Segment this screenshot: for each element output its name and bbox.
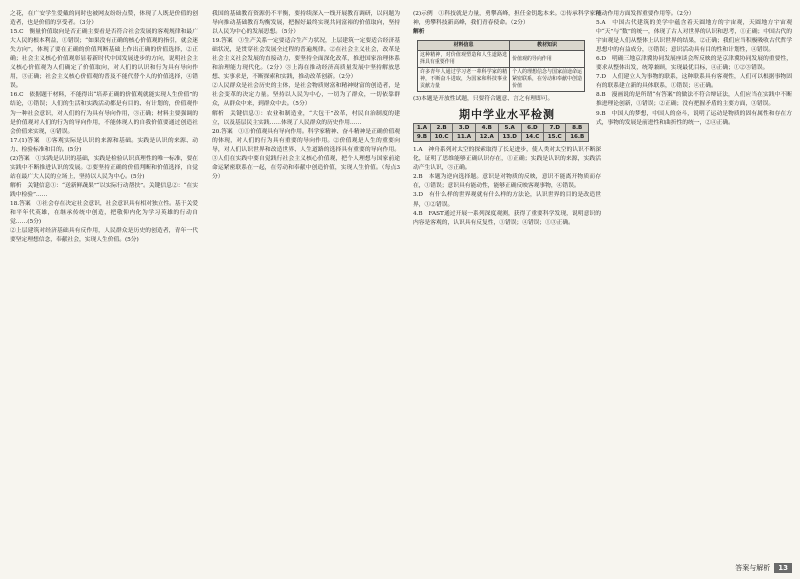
paragraph: 解析 关键信息①：农业和制造业，“大包干”改革，村民自治制度的建立，以及基层民主实践……体现了人民群众的历史作用…… [212, 110, 400, 126]
paragraph: 15.C 衡量价值取向是否正确主要看是否符合社会发展的客观规律和最广大人民的根本利益，①错误；“如果没有正确的核心价值观的指引，就会迷失方向”，体现了要在正确的价值判断基础上作出正确的价值选择，②正确；社会主义核心价值观彰显着新时代中国发展进步的方向，说明社会主义核心价值观为人们确定了价值取向，对人们的认识和行为具有导向作用，③正确；社会主义核心价值观的普及不能代替个人的价值选择，④错误。 [10, 29, 198, 90]
paragraph: 8.B 漫画说的是所谓“有答案”的做法不符合辩证法，人们应当在实践中不断推进理论创新，①错误；②正确；没有把握矛盾的主要方面，③错误。 [596, 92, 792, 108]
table-header: 教材知识 [510, 41, 585, 51]
answer-grid [413, 123, 589, 142]
paragraph: 1.A 神舟系列对太空的探索取得了长足进步，使人类对太空的认识不断深化，证明了思维能够正确认识存在，①正确；实践是认识的来源，实践活动产生认识，③正确。 [413, 147, 601, 172]
paragraph: (3)本题是开放性试题，只要符合题意、言之有理即可。 [413, 96, 554, 103]
paragraph: 4.B FAST通过开展一系列深度观测，获得了重要科学发现，说明意识的内容是客观的，认识具有反复性，①错误；④错误；①③正确。 [413, 210, 601, 226]
paragraph: 我国的基础教育资源仍不平衡，要持续深入一线开展教育调研，以问题为导向推动基础教育均衡发展，把握好最终实现共同富裕的价值取向，坚持以人民为中心的发展思想。（5分） [212, 11, 400, 36]
answer-cell: 3.D [453, 124, 476, 133]
page-footer [731, 562, 792, 574]
column-1 [10, 10, 198, 555]
paragraph: 3.D 有什么样的世界观就有什么样的方法论，认识世界的目的是改造世界，①②错误。 [413, 192, 601, 208]
paragraph: 18.答案 ①社会存在决定社会意识，社会意识具有相对独立性。基于关爱和平年代英雄，在继承传统中创造，把敬仰内化为学习英雄的行动自觉……(5分) [10, 200, 198, 226]
answer-cell: 1.A [414, 124, 431, 133]
answer-cell: 15.C [544, 133, 566, 142]
answer-row [414, 124, 589, 133]
paragraph: 之花，在广安学生爱戴的同时也被网友纷纷点赞，体现了人既是价值的创造者，也是价值的享受者。（3分） [10, 11, 198, 27]
column-3 [413, 10, 601, 555]
table-cell: 价值观的导向作用 [510, 51, 585, 68]
paragraph: 5.A 中国古代建筑的美学中蕴含着天圆地方的宇宙观，天圆地方宇宙观中“天”与“数”的统一，体现了古人对世界的认识和思考，①正确；中国古代的宇宙观是人们从整体上认识世界的结果，②正确；我们应当积极吸收古代哲学思想中的有益成分，③错误；意识活动具有目的性和计划性，④错误。 [596, 20, 792, 54]
answer-cell: 10.C [430, 133, 452, 142]
answer-cell: 8.B [566, 124, 589, 133]
answer-cell: 9.B [414, 133, 431, 142]
table-row [418, 51, 585, 68]
paragraph: 能动作用方面发挥重要作用等。（2分） [596, 11, 695, 17]
column-2 [212, 10, 400, 555]
paragraph: 解析 关键信息①：“送新鲜蔬果”“以实际行动帮扶”。关键信息②：“在实践中检验”…… [10, 182, 198, 198]
answer-row [414, 133, 589, 142]
answer-cell: 14.C [521, 133, 543, 142]
analysis-table [417, 40, 585, 92]
answer-cell: 11.A [453, 133, 476, 142]
paragraph: 20.答案 ①①价值观具有导向作用。科学家精神、奋斗精神是正确价值观的体现，对人们的行为具有重要的导向作用。②价值观是人生的重要向导，对人们认识世界和改造世界、人生道路的选择具有重要的导向作用。③人们在实践中要自觉践行社会主义核心价值观，把个人理想与国家前途命运紧密联系在一起，在劳动和奉献中创造价值，实现人生价值。（每点3分） [212, 128, 400, 180]
paragraph: 9.B 中国人的梦想，中国人的奋斗，说明了运动是物质的固有属性和存在方式，事物的发展是前进性和曲折性的统一，②④正确。 [596, 110, 792, 126]
answer-cell: 4.B [475, 124, 498, 133]
table-header: 材料信息 [418, 41, 510, 51]
table-cell: 这种精神，对价值观塑造和人生道路选择具有重要作用 [418, 51, 510, 68]
paragraph: 17.(1)答案 ①客观实际是认识的来源和基础。实践是认识的来源、动力、检验标准和目的。(5分) [10, 137, 198, 153]
paragraph: 6.D 明确三地京津冀协同发展座谈会所反映的是京津冀协同发展的重要性，要求从整体出发，统筹兼顾，实现最优目标，④正确；①②③错误。 [596, 56, 792, 72]
answer-cell: 12.A [475, 133, 498, 142]
answer-cell: 6.D [521, 124, 543, 133]
paragraph: (2)答案 ①实践是认识的基础，实践是检验认识真理性的唯一标准，要在实践中不断推进认识的发展。②要坚持正确的价值判断和价值选择，自觉站在最广大人民的立场上，坚持以人民为中心。(5分) [10, 155, 198, 180]
answer-cell: 2.B [430, 124, 452, 133]
column-4 [596, 10, 792, 555]
answer-cell: 5.A [498, 124, 521, 133]
answer-cell: 7.D [544, 124, 566, 133]
paragraph: 19.答案 ①生产关系一定要适合生产力状况，上层建筑一定要适合经济基础状况，是贯穿社会发展全过程的普遍规律。②在社会主义社会，改革是社会主义社会发展的直接动力，要坚持全面深化改革，推进国家治理体系和治理能力现代化。（2分）③上海在推动经济高质量发展中坚持解放思想、实事求是，不断探索和实践，推动改革创新。（2分） [212, 38, 400, 81]
analysis-label: 解析 [413, 29, 425, 36]
table-row [418, 68, 585, 92]
paragraph: (2)示例 ①科技就是力量，勇攀高峰，担任金钥匙本来。②传承科学家精神，勇攀科技新高峰，我们青春使命。（2分） [413, 11, 601, 27]
paragraph: ②上层建筑对经济基础具有反作用，人民群众是历史的创造者，青年一代要坚定理想信念，奉献社会，实现人生价值。(5分) [10, 228, 198, 244]
table-cell: 个人的理想信念与国家前途命运紧密联系，在劳动和奉献中创造价值 [510, 68, 585, 92]
answer-cell: 13.D [498, 133, 521, 142]
paragraph: ②人民群众是社会历史的主体，是社会物质财富和精神财富的创造者，是社会变革的决定力量。坚持以人民为中心，一切为了群众，一切依靠群众，从群众中来，到群众中去。（5分） [212, 83, 400, 108]
answer-cell: 16.B [566, 133, 589, 142]
paragraph: 7.D 人们建立人为事物的联系，这种联系具有客观性，人们可以根据事物固有的联系建立新的具体联系，①错误；④正确。 [596, 74, 792, 90]
page-number: 13 [774, 563, 792, 573]
footer-label: 答案与解析 [735, 564, 771, 572]
section-title: 期中学业水平检测 [459, 108, 555, 122]
paragraph: 16.C 依据题干材料，不能得出“培养正确的价值观就能实现人生价值”的结论，①错误；人们的生活和实践活动都是有目的、有计划的，价值观作为一种社会意识，对人们的行为具有导向作用，③正确；材料主要强调的是价值观对人们的行为的导向作用，不能体现人的自我价值要通过创造社会价值来实现，④错误。 [10, 92, 198, 135]
paragraph: 2.B 本题为逆向选择题。意识是对物质的反映，意识不能离开物质而存在，①错误；意识具有能动性，能够正确反映客观事物，④错误。 [413, 174, 601, 190]
table-cell: 许多青年人通过学习老一辈科学家的精神，不断奋斗进取，为国家和科技事业贡献力量 [418, 68, 510, 92]
